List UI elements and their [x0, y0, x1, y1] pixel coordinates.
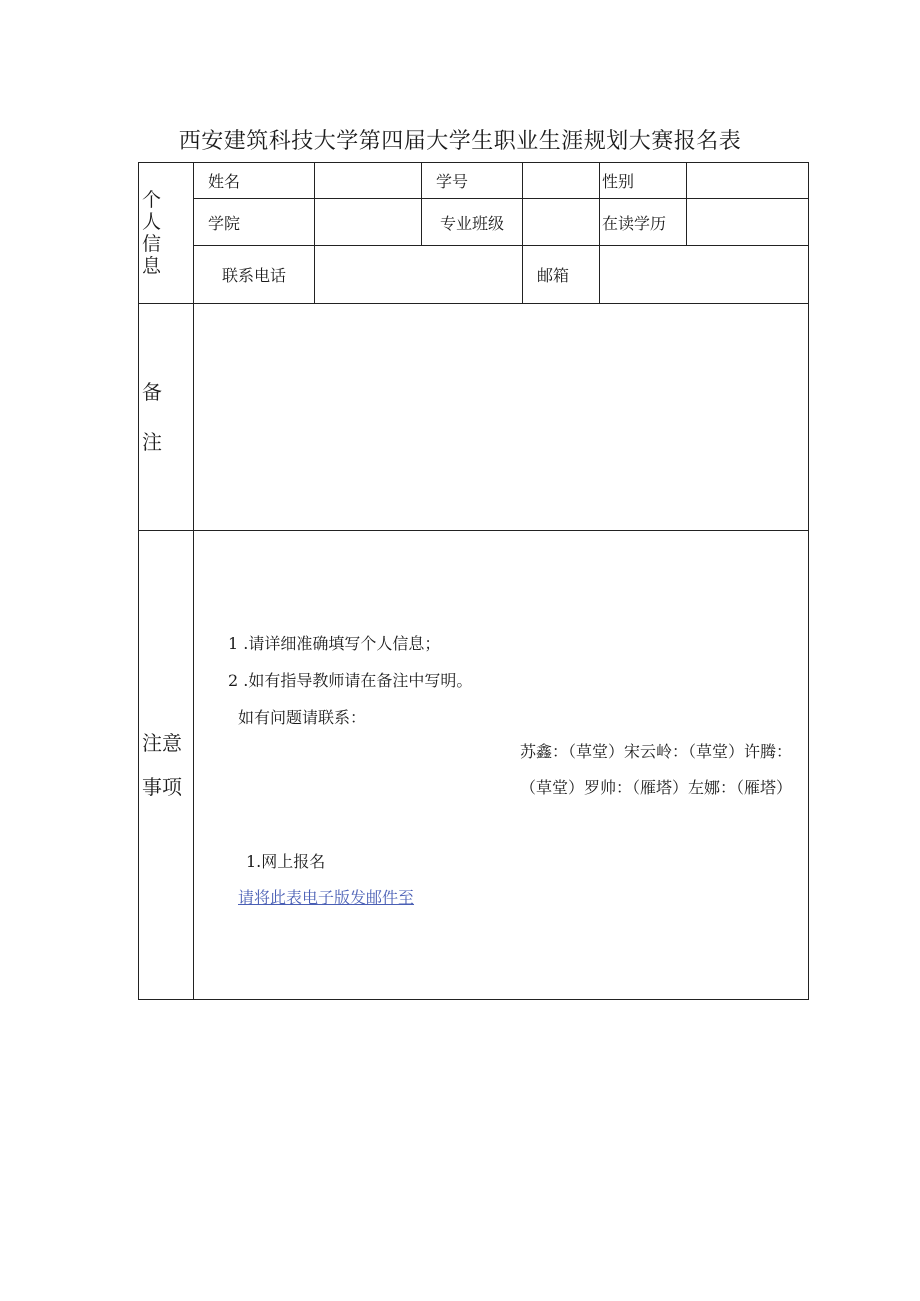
personal-info-label-text: 个人信息: [142, 189, 162, 277]
email-label: 邮箱: [523, 246, 600, 304]
major-class-label: 专业班级: [422, 199, 523, 246]
degree-field[interactable]: [687, 199, 809, 246]
email-field[interactable]: [600, 246, 809, 304]
remarks-section-label: [139, 304, 194, 531]
college-label: 学院: [194, 199, 315, 246]
student-id-label: 学号: [422, 163, 523, 199]
name-label: 姓名: [194, 163, 315, 199]
personal-info-section-label: [139, 163, 194, 304]
registration-form-table: [138, 162, 809, 1000]
name-field[interactable]: [315, 163, 422, 199]
note-item-1: 1 .请详细准确填写个人信息；: [228, 634, 441, 653]
contact-intro: 如有问题请联系：: [238, 708, 367, 727]
gender-label: 性别: [600, 163, 687, 199]
form-title: 西安建筑科技大学第四届大学生职业生涯规划大赛报名表: [178, 129, 742, 154]
notes-content-cell: [194, 531, 809, 1000]
contacts-line-2: （草堂）罗帅：（雁塔）左娜：（雁塔）: [519, 778, 792, 797]
notes-label-text: 注意事项: [142, 731, 182, 799]
gender-field[interactable]: [687, 163, 809, 199]
email-instruction-link[interactable]: 请将此表电子版发邮件至: [238, 888, 415, 907]
degree-label: 在读学历: [600, 199, 687, 246]
student-id-field[interactable]: [523, 163, 600, 199]
major-class-field[interactable]: [523, 199, 600, 246]
contacts-line-1: 苏鑫：（草堂）宋云岭：（草堂）许腾：: [519, 742, 792, 761]
online-signup-heading: 1.网上报名: [246, 852, 326, 871]
phone-field[interactable]: [315, 246, 523, 304]
note-item-2: 2 .如有指导教师请在备注中写明。: [228, 671, 473, 690]
remarks-field[interactable]: [194, 304, 809, 531]
college-field[interactable]: [315, 199, 422, 246]
phone-label: 联系电话: [194, 246, 315, 304]
remarks-label-text: 备注: [142, 380, 162, 454]
notes-section-label: [139, 531, 194, 1000]
